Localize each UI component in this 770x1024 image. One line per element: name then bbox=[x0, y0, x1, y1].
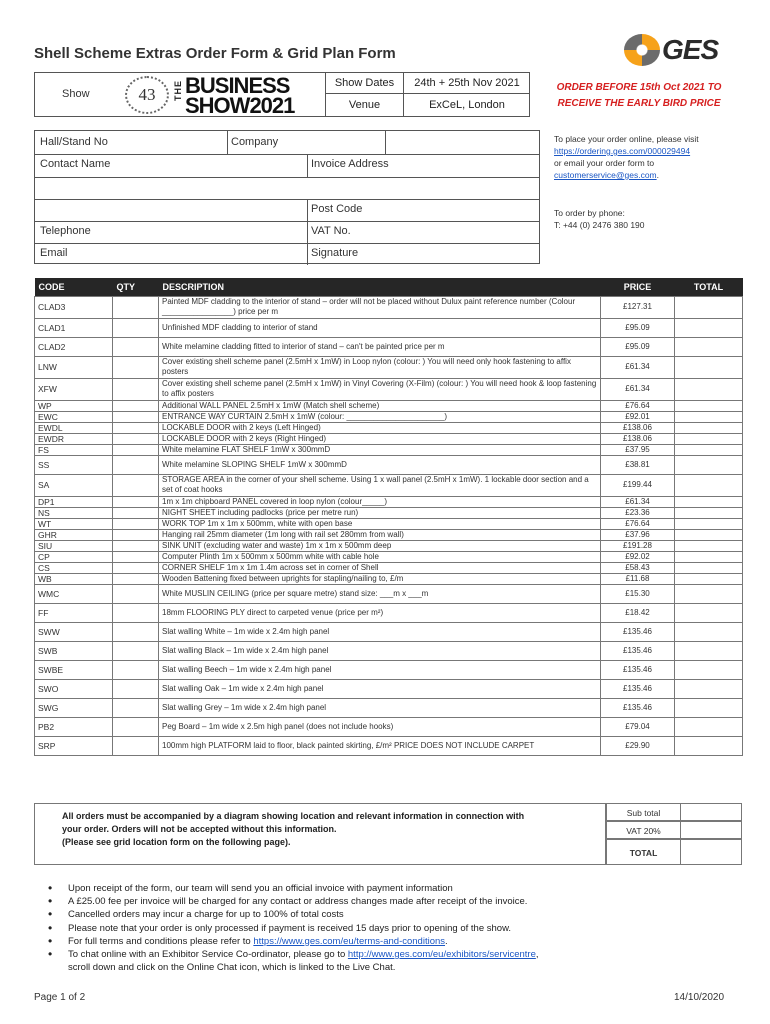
note-text: . bbox=[445, 935, 448, 947]
table-row bbox=[35, 562, 743, 573]
item-price: £23.36 bbox=[601, 507, 675, 518]
item-price: £135.46 bbox=[601, 660, 675, 679]
item-price: £135.46 bbox=[601, 641, 675, 660]
list-item: • Please note that your order is only processed if payment is received 15 days prior to opening of the show. bbox=[48, 922, 708, 935]
item-price: £29.90 bbox=[601, 736, 675, 755]
subtotal-label: Sub total bbox=[607, 804, 681, 820]
show-label: Show bbox=[62, 88, 90, 100]
item-description: Cover existing shell scheme panel (2.5mH x 1mW) in Loop nylon (colour: ) You will need only hook fastening to affix posters bbox=[159, 356, 601, 378]
item-code: EWC bbox=[35, 411, 113, 422]
item-total-input[interactable] bbox=[675, 562, 743, 573]
online-order-info bbox=[554, 133, 744, 181]
item-qty-input[interactable] bbox=[113, 474, 159, 496]
table-row bbox=[35, 622, 743, 641]
item-description: WORK TOP 1m x 1m x 500mm, white with open base bbox=[159, 518, 601, 529]
table-row bbox=[35, 356, 743, 378]
item-total-input[interactable] bbox=[675, 356, 743, 378]
header-description: DESCRIPTION bbox=[159, 278, 601, 296]
table-header-row bbox=[35, 278, 743, 296]
item-description: ENTRANCE WAY CURTAIN 2.5mH x 1mW (colour: ______________________) bbox=[159, 411, 601, 422]
item-qty-input[interactable] bbox=[113, 641, 159, 660]
notice-line: (Please see grid location form on the following page). bbox=[62, 837, 291, 847]
item-qty-input[interactable] bbox=[113, 518, 159, 529]
item-qty-input[interactable] bbox=[113, 433, 159, 444]
item-total-input[interactable] bbox=[675, 378, 743, 400]
post-code-field[interactable]: Post Code bbox=[311, 203, 363, 215]
item-description: White MUSLIN CEILING (price per square metre) stand size: ___m x ___m bbox=[159, 584, 601, 603]
item-description: 1m x 1m chipboard PANEL covered in loop nylon (colour_____) bbox=[159, 496, 601, 507]
customer-service-email-link[interactable]: customerservice@ges.com bbox=[554, 170, 657, 180]
item-qty-input[interactable] bbox=[113, 422, 159, 433]
item-total-input[interactable] bbox=[675, 529, 743, 540]
table-row bbox=[35, 551, 743, 562]
item-qty-input[interactable] bbox=[113, 562, 159, 573]
item-price: £11.68 bbox=[601, 573, 675, 584]
item-description: Slat walling Grey – 1m wide x 2.4m high panel bbox=[159, 698, 601, 717]
item-code: FF bbox=[35, 603, 113, 622]
item-total-input[interactable] bbox=[675, 474, 743, 496]
item-code: SWO bbox=[35, 679, 113, 698]
list-item bbox=[48, 948, 708, 974]
item-qty-input[interactable] bbox=[113, 584, 159, 603]
note-text: , bbox=[535, 949, 539, 961]
item-code: CP bbox=[35, 551, 113, 562]
item-total-input[interactable] bbox=[675, 337, 743, 356]
item-price: £79.04 bbox=[601, 717, 675, 736]
item-price: £191.28 bbox=[601, 540, 675, 551]
item-code: CLAD2 bbox=[35, 337, 113, 356]
terms-link[interactable]: https://www.ges.com/eu/terms-and-conditions bbox=[253, 935, 446, 947]
header-qty: QTY bbox=[113, 278, 159, 296]
item-qty-input[interactable] bbox=[113, 444, 159, 455]
item-description: 100mm high PLATFORM laid to floor, black painted skirting, £/m² PRICE DOES NOT INCLUDE CARPET bbox=[159, 736, 601, 755]
table-row bbox=[35, 698, 743, 717]
show-dates-value: 24th + 25th Nov 2021 bbox=[403, 72, 530, 94]
item-qty-input[interactable] bbox=[113, 717, 159, 736]
item-total-input[interactable] bbox=[675, 679, 743, 698]
item-total-input[interactable] bbox=[675, 433, 743, 444]
page-number: Page 1 of 2 bbox=[34, 992, 86, 1003]
item-qty-input[interactable] bbox=[113, 296, 159, 318]
table-row bbox=[35, 296, 743, 318]
item-code: WB bbox=[35, 573, 113, 584]
item-code: EWDR bbox=[35, 433, 113, 444]
item-code: CLAD1 bbox=[35, 318, 113, 337]
notice-line: your order. Orders will not be accepted without this information. bbox=[62, 824, 337, 834]
item-description: Additional WALL PANEL 2.5mH x 1mW (Match shell scheme) bbox=[159, 400, 601, 411]
table-row bbox=[35, 717, 743, 736]
table-row bbox=[35, 507, 743, 518]
table-row bbox=[35, 679, 743, 698]
terms-notes-list bbox=[48, 882, 708, 974]
item-total-input[interactable] bbox=[675, 318, 743, 337]
item-total-input[interactable] bbox=[675, 507, 743, 518]
item-code: GHR bbox=[35, 529, 113, 540]
table-row bbox=[35, 641, 743, 660]
item-description: STORAGE AREA in the corner of your shell scheme. Using 1 x wall panel (2.5mH x 1mW). 1 lockable door section and a set of coat hooks bbox=[159, 474, 601, 496]
item-qty-input[interactable] bbox=[113, 400, 159, 411]
item-description: SINK UNIT (excluding water and waste) 1m x 1m x 500mm deep bbox=[159, 540, 601, 551]
item-code: XFW bbox=[35, 378, 113, 400]
item-description: CORNER SHELF 1m x 1m 1.4m across set in corner of Shell bbox=[159, 562, 601, 573]
item-code: SS bbox=[35, 455, 113, 474]
table-row bbox=[35, 422, 743, 433]
list-item bbox=[48, 935, 708, 948]
item-description: 18mm FLOORING PLY direct to carpeted venue (price per m²) bbox=[159, 603, 601, 622]
item-qty-input[interactable] bbox=[113, 573, 159, 584]
item-total-input[interactable] bbox=[675, 698, 743, 717]
table-row bbox=[35, 378, 743, 400]
item-description: Painted MDF cladding to the interior of stand – order will not be placed without Dulux paint reference number (Colour ________________) price per m bbox=[159, 296, 601, 318]
item-code: SRP bbox=[35, 736, 113, 755]
note-text: scroll down and click on the Online Chat icon, which is linked to the Live Chat. bbox=[68, 962, 396, 974]
diagram-notice bbox=[34, 803, 606, 865]
item-code: CS bbox=[35, 562, 113, 573]
item-total-input[interactable] bbox=[675, 584, 743, 603]
table-row bbox=[35, 540, 743, 551]
item-price: £76.64 bbox=[601, 518, 675, 529]
item-qty-input[interactable] bbox=[113, 496, 159, 507]
show-logo-the: THE bbox=[173, 80, 183, 101]
servicentre-link[interactable]: http://www.ges.com/eu/exhibitors/servicentre bbox=[347, 949, 536, 961]
table-row bbox=[35, 455, 743, 474]
note-text: To chat online with an Exhibitor Service Co-ordinator, please go to bbox=[68, 949, 348, 961]
item-description: Slat walling Black – 1m wide x 2.4m high panel bbox=[159, 641, 601, 660]
item-description: Cover existing shell scheme panel (2.5mH x 1mW) in Vinyl Covering (X-Film) (colour: ) You will need hook & loop fastening to affix posters bbox=[159, 378, 601, 400]
table-row bbox=[35, 411, 743, 422]
item-description: LOCKABLE DOOR with 2 keys (Right Hinged) bbox=[159, 433, 601, 444]
item-price: £138.06 bbox=[601, 422, 675, 433]
item-qty-input[interactable] bbox=[113, 736, 159, 755]
email-field[interactable]: Email bbox=[40, 247, 68, 259]
list-item: • Cancelled orders may incur a charge for up to 100% of total costs bbox=[48, 908, 708, 921]
table-row bbox=[35, 496, 743, 507]
grand-total-row[interactable] bbox=[606, 839, 742, 865]
list-item: • A £25.00 fee per invoice will be charged for any contact or address changes made after receipt of the invoice. bbox=[48, 895, 708, 908]
item-code: WP bbox=[35, 400, 113, 411]
ges-logo-text: GES bbox=[662, 34, 719, 65]
table-row bbox=[35, 584, 743, 603]
item-qty-input[interactable] bbox=[113, 529, 159, 540]
item-price: £135.46 bbox=[601, 679, 675, 698]
header-price: PRICE bbox=[601, 278, 675, 296]
item-price: £18.42 bbox=[601, 603, 675, 622]
signature-field[interactable]: Signature bbox=[311, 247, 359, 259]
item-price: £37.95 bbox=[601, 444, 675, 455]
item-qty-input[interactable] bbox=[113, 318, 159, 337]
item-total-input[interactable] bbox=[675, 296, 743, 318]
ges-logo bbox=[624, 30, 736, 72]
item-total-input[interactable] bbox=[675, 496, 743, 507]
venue-value: ExCeL, London bbox=[403, 94, 530, 117]
item-total-input[interactable] bbox=[675, 603, 743, 622]
item-description: Computer Plinth 1m x 500mm x 500mm white with cable hole bbox=[159, 551, 601, 562]
totals-block bbox=[606, 803, 742, 865]
item-total-input[interactable] bbox=[675, 444, 743, 455]
item-description: Wooden Battening fixed between uprights for stapling/nailing to, £/m bbox=[159, 573, 601, 584]
item-description: Slat walling Oak – 1m wide x 2.4m high panel bbox=[159, 679, 601, 698]
item-code: PB2 bbox=[35, 717, 113, 736]
item-total-input[interactable] bbox=[675, 660, 743, 679]
item-code: DP1 bbox=[35, 496, 113, 507]
vat-no-field[interactable]: VAT No. bbox=[311, 225, 351, 237]
table-row bbox=[35, 660, 743, 679]
item-description: Unfinished MDF cladding to interior of stand bbox=[159, 318, 601, 337]
table-row bbox=[35, 433, 743, 444]
item-code: LNW bbox=[35, 356, 113, 378]
item-price: £127.31 bbox=[601, 296, 675, 318]
item-code: WT bbox=[35, 518, 113, 529]
item-qty-input[interactable] bbox=[113, 337, 159, 356]
item-qty-input[interactable] bbox=[113, 698, 159, 717]
online-info-text-2: or email your order form to bbox=[554, 158, 655, 168]
item-total-input[interactable] bbox=[675, 400, 743, 411]
item-total-input[interactable] bbox=[675, 573, 743, 584]
item-code: SWW bbox=[35, 622, 113, 641]
item-total-input[interactable] bbox=[675, 717, 743, 736]
show-dates-label: Show Dates bbox=[325, 72, 403, 94]
item-qty-input[interactable] bbox=[113, 540, 159, 551]
item-total-input[interactable] bbox=[675, 540, 743, 551]
item-total-input[interactable] bbox=[675, 551, 743, 562]
telephone-field[interactable]: Telephone bbox=[40, 225, 91, 237]
item-price: £61.34 bbox=[601, 356, 675, 378]
subtotal-row[interactable] bbox=[606, 803, 742, 821]
notice-line: All orders must be accompanied by a diagram showing location and relevant information in connection with bbox=[62, 811, 525, 821]
table-row bbox=[35, 518, 743, 529]
invoice-address-field[interactable]: Invoice Address bbox=[311, 158, 389, 170]
table-row bbox=[35, 736, 743, 755]
item-code: SWG bbox=[35, 698, 113, 717]
table-row bbox=[35, 444, 743, 455]
contact-name-field[interactable]: Contact Name bbox=[40, 158, 111, 170]
note-text: For full terms and conditions please refer to bbox=[68, 935, 254, 947]
phone-number: T: +44 (0) 2476 380 190 bbox=[554, 220, 645, 230]
item-code: SIU bbox=[35, 540, 113, 551]
table-row bbox=[35, 400, 743, 411]
venue-label: Venue bbox=[325, 94, 403, 117]
form-title: Shell Scheme Extras Order Form & Grid Plan Form bbox=[34, 45, 396, 62]
item-price: £37.96 bbox=[601, 529, 675, 540]
document-date: 14/10/2020 bbox=[674, 992, 725, 1003]
item-total-input[interactable] bbox=[675, 518, 743, 529]
vat-row[interactable] bbox=[606, 821, 742, 839]
item-description: NIGHT SHEET including padlocks (price per metre run) bbox=[159, 507, 601, 518]
phone-order-info bbox=[554, 207, 744, 231]
item-qty-input[interactable] bbox=[113, 603, 159, 622]
item-description: White melamine cladding fitted to interior of stand – can't be painted price per m bbox=[159, 337, 601, 356]
item-total-input[interactable] bbox=[675, 736, 743, 755]
business-show-logo bbox=[125, 74, 325, 116]
header-code: CODE bbox=[35, 278, 113, 296]
item-qty-input[interactable] bbox=[113, 356, 159, 378]
vat-label: VAT 20% bbox=[607, 822, 681, 838]
order-items-table bbox=[34, 278, 743, 756]
table-row bbox=[35, 474, 743, 496]
online-info-text: To place your order online, please visit bbox=[554, 134, 699, 144]
online-info-period: . bbox=[656, 170, 660, 180]
item-qty-input[interactable] bbox=[113, 551, 159, 562]
list-item: • Upon receipt of the form, our team will send you an official invoice with payment information bbox=[48, 882, 708, 895]
item-price: £95.09 bbox=[601, 337, 675, 356]
item-description: Hanging rail 25mm diameter (1m long with rail set 280mm from wall) bbox=[159, 529, 601, 540]
customer-details-form bbox=[34, 130, 540, 264]
table-row bbox=[35, 529, 743, 540]
item-price: £58.43 bbox=[601, 562, 675, 573]
item-description: Slat walling Beech – 1m wide x 2.4m high panel bbox=[159, 660, 601, 679]
item-total-input[interactable] bbox=[675, 422, 743, 433]
item-code: FS bbox=[35, 444, 113, 455]
item-price: £138.06 bbox=[601, 433, 675, 444]
item-total-input[interactable] bbox=[675, 641, 743, 660]
item-price: £92.01 bbox=[601, 411, 675, 422]
table-row bbox=[35, 318, 743, 337]
item-qty-input[interactable] bbox=[113, 411, 159, 422]
item-code: NS bbox=[35, 507, 113, 518]
show-edition-badge: 43 bbox=[125, 76, 169, 114]
hall-stand-field[interactable]: Hall/Stand No bbox=[40, 136, 108, 148]
table-row bbox=[35, 603, 743, 622]
item-code: SA bbox=[35, 474, 113, 496]
item-code: CLAD3 bbox=[35, 296, 113, 318]
item-total-input[interactable] bbox=[675, 622, 743, 641]
item-price: £135.46 bbox=[601, 698, 675, 717]
item-description: Peg Board – 1m wide x 2.5m high panel (does not include hooks) bbox=[159, 717, 601, 736]
total-label: TOTAL bbox=[607, 840, 681, 864]
item-qty-input[interactable] bbox=[113, 455, 159, 474]
item-qty-input[interactable] bbox=[113, 378, 159, 400]
early-bird-notice: ORDER BEFORE 15th Oct 2021 TO RECEIVE THE EARLY BIRD PRICE bbox=[556, 82, 722, 109]
item-qty-input[interactable] bbox=[113, 660, 159, 679]
item-code: WMC bbox=[35, 584, 113, 603]
item-description: White melamine SLOPING SHELF 1mW x 300mmD bbox=[159, 455, 601, 474]
item-qty-input[interactable] bbox=[113, 679, 159, 698]
show-logo-line2: SHOW2021 bbox=[185, 93, 295, 118]
ordering-link[interactable]: https://ordering.ges.com/000029494 bbox=[554, 146, 691, 156]
phone-info-label: To order by phone: bbox=[554, 208, 625, 218]
item-code: EWDL bbox=[35, 422, 113, 433]
item-price: £15.30 bbox=[601, 584, 675, 603]
item-price: £92.02 bbox=[601, 551, 675, 562]
item-code: SWB bbox=[35, 641, 113, 660]
item-price: £199.44 bbox=[601, 474, 675, 496]
table-row bbox=[35, 573, 743, 584]
item-price: £61.34 bbox=[601, 496, 675, 507]
item-description: White melamine FLAT SHELF 1mW x 300mmD bbox=[159, 444, 601, 455]
item-description: Slat walling White – 1m wide x 2.4m high panel bbox=[159, 622, 601, 641]
item-price: £61.34 bbox=[601, 378, 675, 400]
table-row bbox=[35, 337, 743, 356]
item-price: £76.64 bbox=[601, 400, 675, 411]
item-qty-input[interactable] bbox=[113, 622, 159, 641]
header-total: TOTAL bbox=[675, 278, 743, 296]
item-qty-input[interactable] bbox=[113, 507, 159, 518]
show-logo-line1: BUSINESS bbox=[185, 73, 290, 98]
company-field[interactable]: Company bbox=[231, 136, 279, 148]
item-total-input[interactable] bbox=[675, 411, 743, 422]
item-price: £38.81 bbox=[601, 455, 675, 474]
item-price: £95.09 bbox=[601, 318, 675, 337]
item-total-input[interactable] bbox=[675, 455, 743, 474]
gear-icon bbox=[624, 34, 660, 66]
item-description: LOCKABLE DOOR with 2 keys (Left Hinged) bbox=[159, 422, 601, 433]
item-price: £135.46 bbox=[601, 622, 675, 641]
item-code: SWBE bbox=[35, 660, 113, 679]
